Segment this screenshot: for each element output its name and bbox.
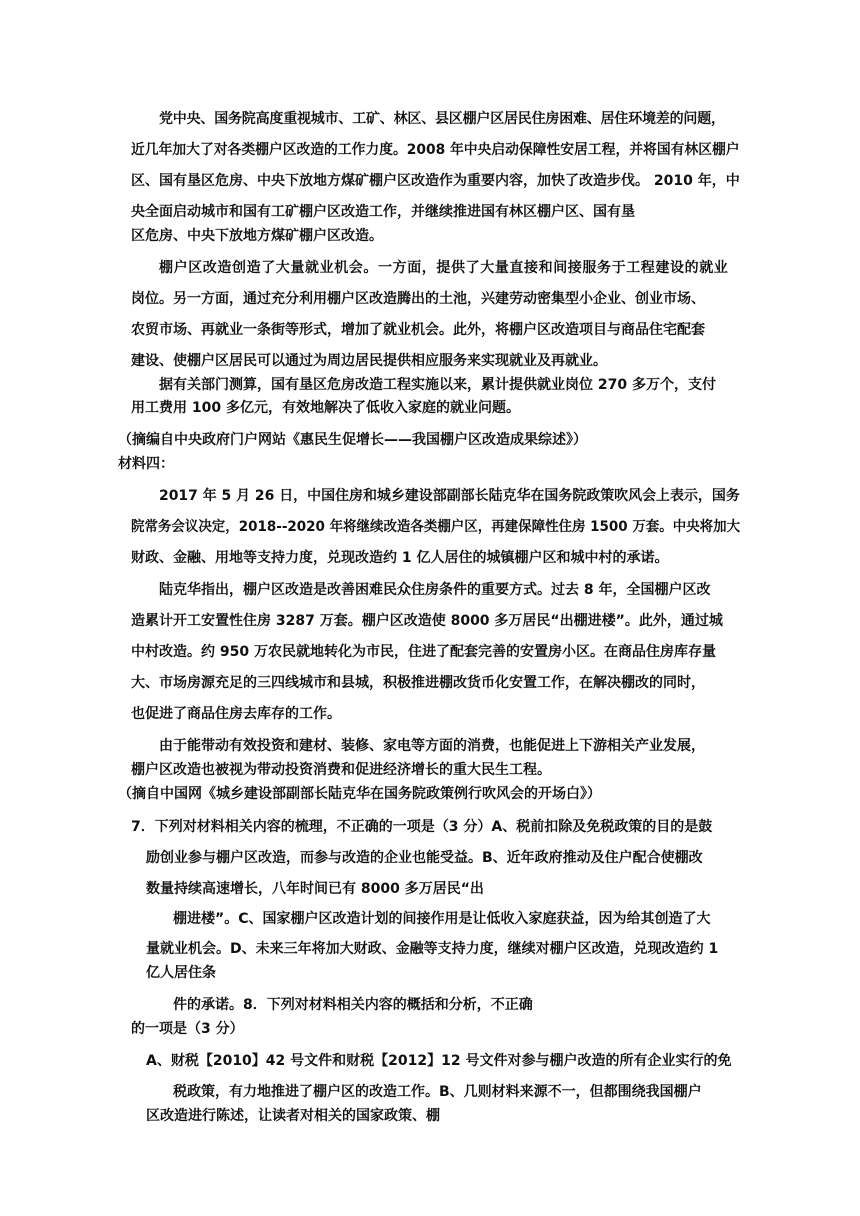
text-line: 用工费用 100 多亿元，有效地解决了低收入家庭的就业问题。 [131,400,520,416]
text-line: 区危房、中央下放地方煤矿棚户区改造。 [131,228,383,244]
text-line: 陆克华指出，棚户区改造是改善困难民众住房条件的重要方式。过去 8 年，全国棚户区改 [159,582,711,598]
text-line: 亿人居住条 [146,965,216,981]
question-7: 7．下列对材料相关内容的梳理，不正确的一项是（3 分）A、税前扣除及免税政策的目的是鼓 [131,819,713,835]
text-line: 中村改造。约 950 万农民就地转化为市民，住进了配套完善的安置房小区。在商品住房库存量 [131,644,716,660]
text-line: 区、国有垦区危房、中央下放地方煤矿棚户区改造作为重要内容，加快了改造步伐。 2010 年，中 [131,173,740,189]
text-line: 由于能带动有效投资和建材、装修、家电等方面的消费，也能促进上下游相关产业发展， [159,738,705,754]
text-line: A、财税【2010】42 号文件和财税【2012】12 号文件对参与棚户改造的所有企业实行的免 [146,1053,732,1069]
text-line: 近几年加大了对各类棚户区改造的工作力度。2008 年中央启动保障性安居工程，并将国有林区棚户 [131,142,740,158]
text-line: 央全面启动城市和国有工矿棚户区改造工作，并继续推进国有林区棚户区、国有垦 [131,204,635,220]
text-line: 造累计开工安置性住房 3287 万套。棚户区改造使 8000 多万居民“出棚进楼”。此外，通过城 [131,613,723,629]
section-heading: 材料四： [118,456,174,472]
text-line: 励创业参与棚户区改造，而参与改造的企业也能受益。B、近年政府推动及住户配合使棚改 [146,850,703,866]
text-line: 棚进楼”。C、国家棚户区改造计划的间接作用是让低收入家庭获益，因为给其创造了大 [173,911,711,927]
text-line: 岗位。另一方面，通过充分利用棚户区改造腾出的土池，兴建劳动密集型小企业、创业市场、 [131,291,705,307]
text-line: 2017 年 5 月 26 日，中国住房和城乡建设部副部长陆克华在国务院政策吹风会上表示，国务 [159,488,740,504]
text-line: 棚户区改造创造了大量就业机会。一方面，提供了大量直接和间接服务于工程建设的就业 [159,260,729,276]
text-line: 农贸市场、再就业一条街等形式，增加了就业机会。此外，将棚户区改造项目与商品住宅配套 [131,322,705,338]
source-citation: （摘自中国网《城乡建设部副部长陆克华在国务院政策例行吹风会的开场白》） [118,786,601,802]
text-line: 税政策，有力地推进了棚户区的改造工作。B、几则材料来源不一，但都围绕我国棚户 [173,1084,702,1100]
text-line: 据有关部门测算，国有垦区危房改造工程实施以来，累计提供就业岗位 270 多万个，支付 [159,377,716,393]
text-line: 量就业机会。D、未来三年将加大财政、金融等支持力度，继续对棚户区改造，兑现改造约 1 [146,941,719,957]
text-line: 区改造进行陈述，让读者对相关的国家政策、棚 [146,1108,440,1124]
text-line: 数量持续高速增长，八年时间已有 8000 多万居民“出 [146,881,484,897]
text-line: 大、市场房源充足的三四线城市和县城，积极推进棚改货币化安置工作，在解决棚改的同时， [131,675,705,691]
text-line: 院常务会议决定，2018--2020 年将继续改造各类棚户区，再建保障性住房 1500 万套。中央将加大 [131,519,741,535]
text-line: 建设、使棚户区居民可以通过为周边居民提供相应服务来实现就业及再就业。 [131,353,607,369]
text-line: 的一项是（3 分） [131,1021,244,1037]
question-8: 件的承诺。8．下列对材料相关内容的概括和分析，不正确 [173,997,533,1013]
text-line: 棚户区改造也被视为带动投资消费和促进经济增长的重大民生工程。 [131,762,551,778]
source-citation: （摘编自中央政府门户网站《惠民生促增长——我国棚户区改造成果综述》） [118,432,587,448]
text-line: 党中央、国务院高度重视城市、工矿、林区、县区棚户区居民住房困难、居住环境差的问题， [159,111,725,127]
text-line: 也促进了商品住房去库存的工作。 [131,706,341,722]
text-line: 财政、金融、用地等支持力度，兑现改造约 1 亿人居住的城镇棚户区和城中村的承诺。 [131,550,669,566]
